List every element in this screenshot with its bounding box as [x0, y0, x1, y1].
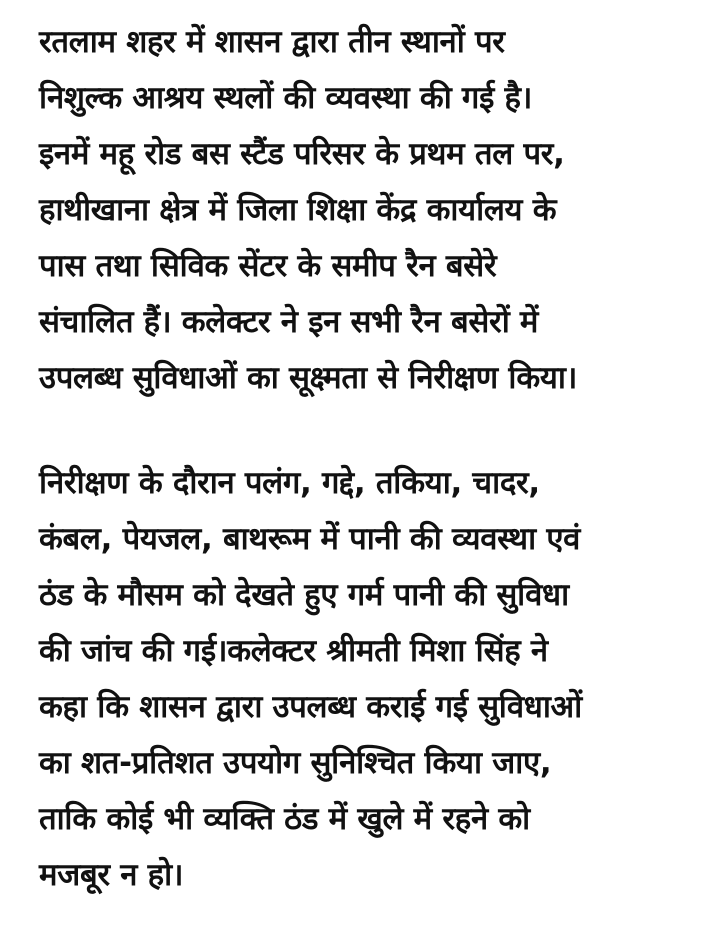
text-line: निशुल्क आश्रय स्थलों की व्यवस्था की गई है। [39, 80, 533, 116]
paragraph-inspection-details [39, 455, 709, 903]
text-line: कहा कि शासन द्वारा उपलब्ध कराई गई सुविधाओं [39, 689, 582, 725]
text-line: इनमें महू रोड बस स्टैंड परिसर के प्रथम तल पर, [39, 136, 565, 172]
news-article [39, 14, 709, 903]
text-line: निरीक्षण के दौरान पलंग, गद्दे, तकिया, चादर, [39, 465, 540, 501]
text-line: का शत-प्रतिशत उपयोग सुनिश्चित किया जाए, [39, 745, 552, 781]
text-line: संचालित हैं। कलेक्टर ने इन सभी रैन बसेरों में [39, 304, 539, 340]
text-line: कंबल, पेयजल, बाथरूम में पानी की व्यवस्था एवं [39, 521, 581, 557]
text-line: ठंड के मौसम को देखते हुए गर्म पानी की सुविधा [39, 577, 569, 613]
paragraph-spacer [39, 406, 709, 455]
text-line: हाथीखाना क्षेत्र में जिला शिक्षा केंद्र कार्यालय के [39, 192, 557, 228]
text-line: उपलब्ध सुविधाओं का सूक्ष्मता से निरीक्षण किया। [39, 360, 578, 396]
text-line: की जांच की गई।कलेक्टर श्रीमती मिशा सिंह ने [39, 633, 548, 669]
text-line: पास तथा सिविक सेंटर के समीप रैन बसेरे [39, 248, 497, 284]
text-line: ताकि कोई भी व्यक्ति ठंड में खुले में रहने को [39, 801, 530, 837]
text-line: रतलाम शहर में शासन द्वारा तीन स्थानों पर [39, 24, 505, 60]
paragraph-shelter-locations [39, 14, 709, 406]
text-line: मजबूर न हो। [39, 857, 184, 893]
